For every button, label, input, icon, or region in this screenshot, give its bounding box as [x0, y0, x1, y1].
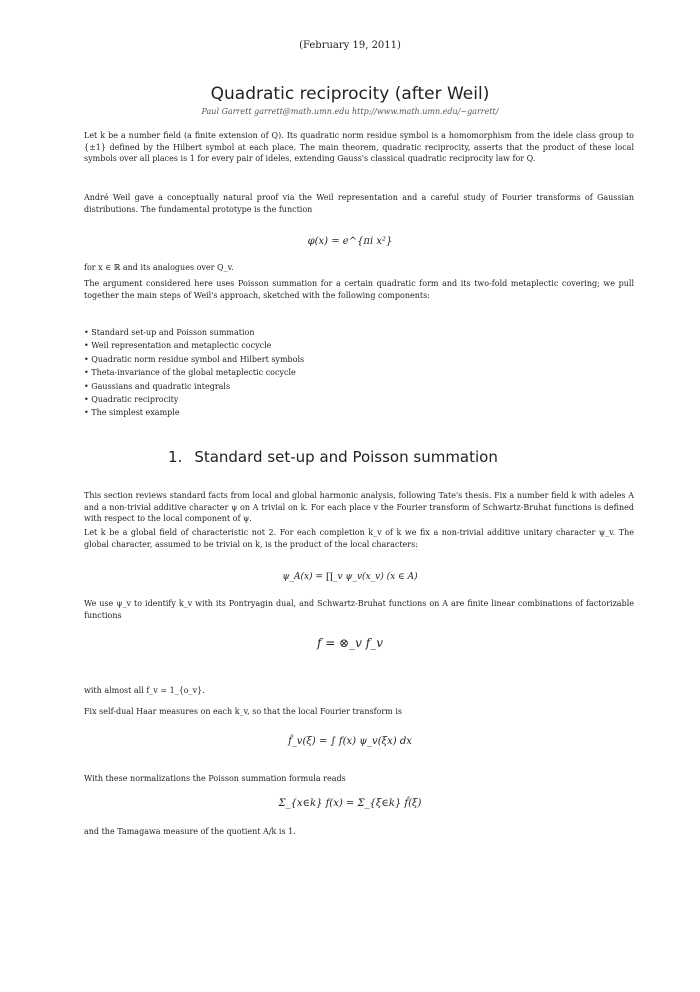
- intro-paragraph-4: The argument considered here uses Poisson summation for a certain quadratic form and its two-fold metaplectic covering; we pull together the main steps of Weil's approach, sketched with the following components:: [84, 279, 634, 300]
- contents-item: • Theta-invariance of the global metaplectic cocycle: [84, 366, 634, 379]
- display-equation-4: f̂_v(ξ) = ∫ f(x) ψ_v(ξx) dx: [288, 736, 412, 747]
- display-equation-2: ψ_A(x) = ∏_v ψ_v(x_v) (x ∈ A): [282, 572, 418, 582]
- paper-date: (February 19, 2011): [299, 40, 401, 51]
- section-paragraph-4: with almost all f_v = 1_{o_v}.: [84, 686, 205, 695]
- display-equation-5: Σ_{x∈k} f(x) = Σ_{ξ∈k} f̂(ξ): [278, 798, 422, 809]
- section-paragraph-3: We use ψ_v to identify k_v with its Pontryagin dual, and Schwartz-Bruhat functions on A are finite linear combinations of factorizable functions: [84, 599, 634, 620]
- section-title: Standard set-up and Poisson summation: [194, 448, 498, 466]
- display-equation-3: f = ⊗_v f_v: [317, 636, 383, 650]
- intro-paragraph-1: Let k be a number field (a finite extension of Q). Its quadratic norm residue symbol is a homomorphism from the idele class group to {±1} defined by the Hilbert symbol at each place. The main theorem, quadratic reciprocity, asserts that the product of these local symbols over all places is 1 for every pair of ideles, extending Gauss's classical quadratic reciprocity law for Q.: [84, 131, 634, 163]
- contents-item: • Quadratic norm residue symbol and Hilbert symbols: [84, 353, 634, 366]
- section-paragraph-5: Fix self-dual Haar measures on each k_v, so that the local Fourier transform is: [84, 707, 402, 716]
- section-paragraph-2: Let k be a global field of characteristic not 2. For each completion k_v of k we fix a non-trivial additive unitary character ψ_v. The global character, assumed to be trivial on k, is the product of the local characters:: [84, 528, 634, 549]
- contents-item: • Standard set-up and Poisson summation: [84, 326, 634, 339]
- section-paragraph-7: and the Tamagawa measure of the quotient A/k is 1.: [84, 827, 296, 836]
- section-number: 1.: [168, 448, 183, 466]
- section-paragraph-1: This section reviews standard facts from local and global harmonic analysis, following Tate's thesis. Fix a number field k with adeles A and a non-trivial additive character ψ on A trivial on k. For each place v the Fourier transform of Schwartz-Bruhat functions is defined with respect to the local component of ψ.: [84, 491, 634, 523]
- section-heading: [168, 448, 498, 466]
- contents-item: • Weil representation and metaplectic cocycle: [84, 339, 634, 352]
- paper-title: Quadratic reciprocity (after Weil): [210, 84, 490, 104]
- contents-item: • Gaussians and quadratic integrals: [84, 380, 634, 393]
- display-equation-1: φ(x) = e^{πi x²}: [307, 236, 393, 247]
- paper-author-line: Paul Garrett garrett@math.umn.edu http://www.math.umn.edu/~garrett/: [201, 107, 499, 116]
- intro-paragraph-3: for x ∈ ℝ and its analogues over Q_v.: [84, 263, 234, 272]
- contents-item: • The simplest example: [84, 406, 634, 419]
- contents-item: • Quadratic reciprocity: [84, 393, 634, 406]
- section-paragraph-6: With these normalizations the Poisson summation formula reads: [84, 774, 346, 783]
- intro-paragraph-2: André Weil gave a conceptually natural proof via the Weil representation and a careful study of Fourier transforms of Gaussian distributions. The fundamental prototype is the function: [84, 193, 634, 214]
- contents-list: [84, 326, 634, 420]
